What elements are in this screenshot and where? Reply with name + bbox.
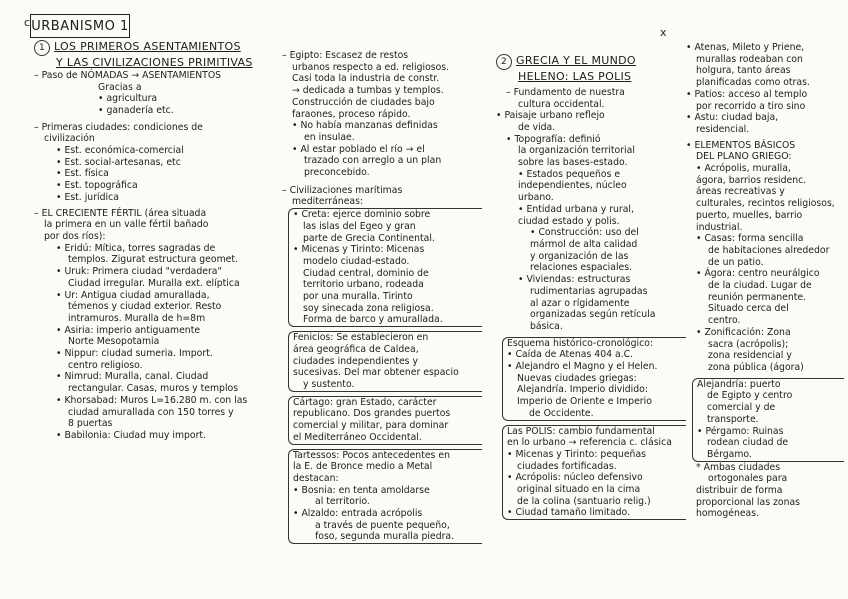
note-line: – Fundamento de nuestra: [506, 86, 625, 98]
note-line: y sustento.: [303, 378, 355, 390]
note-line: en insulae.: [304, 131, 355, 143]
note-line: • Ur: Antigua ciudad amurallada,: [56, 289, 210, 301]
note-line: • Est. física: [56, 168, 109, 180]
esquema-bracket: [502, 337, 686, 421]
note-line: • Astu: ciudad baja,: [686, 112, 779, 124]
note-line: al territorio.: [315, 496, 370, 508]
note-line: zona residencial y: [708, 350, 792, 362]
note-line: Ciudad central, dominio de: [303, 267, 429, 279]
note-line: áreas recreativas y: [696, 186, 785, 198]
note-line: intramuros. Muralla de h=8m: [68, 312, 206, 324]
note-line: – Egipto: Escasez de restos: [282, 50, 409, 61]
note-line: Fenicios: Se establecieron en: [293, 332, 429, 344]
note-line: – Civilizaciones marítimas: [282, 184, 403, 196]
note-line: de un patio.: [708, 256, 764, 268]
note-line: → dedicada a tumbas y templos.: [292, 85, 444, 97]
note-line: Situado cerca del: [708, 303, 789, 315]
column-4: [686, 42, 844, 520]
note-line: republicano. Dos grandes puertos: [293, 408, 451, 420]
note-line: de Egipto y centro: [707, 390, 793, 402]
note-line: distribuir de forma: [696, 485, 783, 497]
note-line: • Alzaldo: entrada acrópolis: [293, 508, 423, 520]
note-line: Norte Mesopotamia: [68, 336, 160, 348]
note-line: • Khorsabad: Muros L=16.280 m. con las: [56, 394, 248, 406]
note-line: mármol de alta calidad: [530, 239, 638, 250]
note-line: Alejandría: puerto: [697, 378, 781, 390]
section-title-line-2: HELENO: LAS POLIS: [518, 70, 632, 83]
note-line: – EL CRECIENTE FÉRTIL (área situada: [34, 207, 207, 219]
note-line: área geográfica de Caldea,: [293, 343, 419, 355]
note-line: la organización territorial: [518, 145, 635, 157]
note-line: – Primeras ciudades: condiciones de: [34, 121, 203, 133]
note-line: • Caída de Atenas 404 a.C.: [507, 349, 634, 361]
note-line: • Babilonia: Ciudad muy import.: [56, 429, 207, 441]
note-line: • Ágora: centro neurálgico: [696, 268, 820, 280]
note-line: faraones, proceso rápido.: [292, 108, 411, 120]
note-line: por dos ríos):: [44, 231, 106, 242]
note-line: ágora, barrios residenc.: [696, 174, 807, 186]
note-line: el Mediterráneo Occidental.: [293, 431, 422, 443]
cartago-bracket: [288, 396, 482, 445]
note-line: básica.: [530, 320, 563, 332]
page-top-mark: x: [660, 26, 667, 39]
note-line: mediterráneas:: [292, 196, 364, 208]
note-line: • Al estar poblado el río → el: [292, 143, 425, 155]
note-line: • Ciudad tamaño limitado.: [507, 507, 631, 519]
note-line: Tartessos: Pocos antecedentes en: [293, 449, 450, 461]
note-line: témenos y ciudad exterior. Resto: [68, 301, 222, 313]
note-line: de la colina (santuario relig.): [517, 495, 651, 507]
note-line: cultura occidental.: [518, 98, 605, 110]
note-line: • Alejandro el Magno y el Helen.: [507, 361, 658, 373]
note-line: • Creta: ejerce dominio sobre: [293, 209, 431, 221]
column-3: [496, 54, 686, 520]
note-line: • Est. topográfica: [56, 180, 138, 192]
note-line: sobre las bases-estado.: [518, 157, 628, 169]
note-line: • Nimrud: Muralla, canal. Ciudad: [56, 371, 209, 383]
note-line: ciudades fortificadas.: [517, 460, 617, 472]
note-line: Las POLIS: cambio fundamental: [507, 425, 655, 437]
note-line: rudimentarias agrupadas: [530, 285, 648, 297]
note-line: Esquema histórico-cronológico:: [507, 337, 654, 349]
section-number-2: 2: [496, 54, 512, 70]
note-line: ortogonales para: [708, 473, 788, 485]
note-line: • Acrópolis, muralla,: [696, 163, 791, 175]
note-line: ciudad amurallada con 150 torres y: [68, 406, 234, 418]
note-line: • Micenas y Tirinto: Micenas: [293, 244, 425, 256]
note-line: • Patios: acceso al templo: [686, 88, 808, 100]
note-line: • Bosnia: en tenta amoldarse: [293, 484, 430, 496]
polis-bracket: [502, 425, 686, 521]
note-line: holgura, tanto áreas: [696, 65, 791, 77]
section-title: GRECIA Y EL MUNDO: [516, 54, 636, 67]
note-line: – Paso de NÓMADAS → ASENTAMIENTOS: [34, 69, 222, 81]
note-line: • Entidad urbana y rural,: [518, 203, 634, 215]
note-line: y organización de las: [530, 250, 629, 262]
note-line: a través de puente pequeño,: [315, 519, 450, 531]
page-corner-mark: c: [24, 16, 31, 29]
note-line: Ciudad irregular. Muralla ext. elíptica: [68, 277, 240, 289]
column-1: [34, 40, 274, 442]
note-line: industrial.: [696, 221, 743, 233]
note-line: • Est. jurídica: [56, 191, 119, 203]
page-title: URBANISMO 1: [30, 14, 130, 38]
alejandria-bracket: [692, 378, 844, 462]
note-line: • Pérgamo: Ruinas: [697, 425, 784, 437]
note-line: reunión permanente.: [708, 291, 807, 303]
note-line: • Asiria: imperio antiguamente: [56, 324, 201, 336]
note-line: puerto, muelles, barrio: [696, 209, 803, 221]
section-title-line-2: Y LAS CIVILIZACIONES PRIMITIVAS: [56, 56, 253, 69]
note-line: Imperio de Oriente e Imperio: [517, 396, 652, 408]
note-line: organizadas según retícula: [530, 309, 656, 321]
note-line: parte de Grecia Continental.: [303, 232, 435, 244]
note-line: • ELEMENTOS BÁSICOS: [686, 139, 796, 151]
note-line: centro.: [708, 315, 741, 327]
note-line: al azar o rígidamente: [530, 297, 630, 309]
note-line: proporcional las zonas: [696, 496, 801, 508]
column-2: [282, 50, 482, 544]
note-line: sacra (acrópolis);: [708, 338, 789, 350]
note-line: Casi toda la industria de constr.: [292, 73, 440, 85]
note-line: 8 puertas: [68, 418, 113, 430]
note-line: • Viviendas: estructuras: [518, 274, 631, 286]
note-line: preconcebido.: [304, 167, 370, 179]
note-line: • Micenas y Tirinto: pequeñas: [507, 448, 646, 460]
note-line: las islas del Egeo y gran: [303, 220, 416, 232]
note-line: • Casas: forma sencilla: [696, 233, 804, 245]
note-line: • Zonificación: Zona: [696, 326, 791, 338]
note-line: Nuevas ciudades griegas:: [517, 372, 637, 384]
note-line: Gracias a: [98, 81, 142, 93]
note-line: templos. Zigurat estructura geomet.: [68, 254, 238, 266]
note-line: • Atenas, Mileto y Priene,: [686, 42, 805, 53]
note-line: destacan:: [293, 472, 339, 484]
note-line: • Estados pequeños e: [518, 168, 621, 180]
note-line: murallas rodeaban con: [696, 53, 803, 65]
note-line: • Construcción: uso del: [530, 227, 639, 239]
note-line: por recorrido a tiro sino: [696, 100, 806, 112]
note-line: rectangular. Casas, muros y templos: [68, 383, 239, 395]
section-number-1: 1: [34, 40, 50, 56]
note-line: • Est. social-artesanas, etc: [56, 156, 181, 168]
note-line: homogéneas.: [696, 508, 760, 520]
note-line: relaciones espaciales.: [530, 262, 633, 274]
note-line: de la ciudad. Lugar de: [708, 280, 812, 292]
note-line: comercial y de: [707, 402, 776, 414]
note-line: Bérgamo.: [707, 448, 752, 460]
note-line: ciudades independientes y: [293, 355, 418, 367]
note-line: trazado con arreglo a un plan: [304, 155, 442, 167]
note-line: Forma de barco y amurallada.: [303, 314, 443, 326]
note-line: residencial.: [696, 123, 750, 135]
note-line: soy sinecada zona religiosa.: [303, 302, 434, 314]
note-line: de vida.: [518, 121, 556, 133]
note-line: Cártago: gran Estado, carácter: [293, 396, 437, 408]
note-line: rodean ciudad de: [707, 437, 789, 449]
section-title: LOS PRIMEROS ASENTAMIENTOS: [54, 40, 241, 53]
note-line: • Nippur: ciudad sumeria. Import.: [56, 348, 213, 360]
note-line: • ganadería etc.: [98, 104, 174, 116]
note-line: de Occidente.: [529, 407, 594, 419]
note-line: la E. de Bronce medio a Metal: [293, 461, 433, 473]
fenicios-bracket: [288, 331, 482, 392]
note-line: • agricultura: [98, 93, 158, 105]
note-line: territorio urbano, rodeada: [303, 279, 424, 291]
tartessos-bracket: [288, 449, 482, 545]
note-line: original situado en la cima: [517, 484, 641, 496]
note-line: DEL PLANO GRIEGO:: [696, 151, 792, 163]
note-line: civilización: [44, 133, 95, 145]
note-line: planificadas como otras.: [696, 77, 810, 89]
note-line: • Acrópolis: núcleo defensivo: [507, 472, 643, 484]
note-line: en lo urbano → referencia c. clásica: [507, 437, 672, 449]
note-line: la primera en un valle fértil bañado: [44, 219, 209, 231]
note-line: Construcción de ciudades bajo: [292, 96, 435, 108]
note-line: * Ambas ciudades: [696, 461, 781, 473]
note-line: foso, segunda muralla piedra.: [315, 531, 455, 543]
note-line: centro religioso.: [68, 359, 143, 371]
note-line: Alejandría. Imperio dividido:: [517, 384, 648, 396]
note-line: comercial y militar, para dominar: [293, 420, 449, 432]
civilizations-bracket: [288, 208, 482, 327]
note-line: por una muralla. Tirinto: [303, 291, 413, 303]
note-line: • Eridú: Mítica, torres sagradas de: [56, 242, 216, 254]
note-line: urbano.: [518, 192, 554, 204]
note-line: • Paisaje urbano reflejo: [496, 110, 605, 122]
note-line: • Est. económica-comercial: [56, 145, 184, 157]
note-line: ciudad estado y polis.: [518, 215, 620, 227]
note-line: urbanos respecto a ed. religiosos.: [292, 61, 450, 73]
note-line: • Topografía: definió: [506, 133, 601, 145]
note-line: transporte.: [707, 413, 759, 425]
note-line: independientes, núcleo: [518, 180, 627, 192]
note-line: • Uruk: Primera ciudad "verdadera": [56, 266, 222, 278]
note-line: sucesivas. Del mar obtener espacio: [293, 367, 459, 379]
note-line: zona pública (ágora): [708, 361, 804, 373]
note-line: modelo ciudad-estado.: [303, 255, 410, 267]
note-line: culturales, recintos religiosos,: [696, 198, 835, 210]
note-line: de habitaciones alrededor: [708, 244, 830, 256]
note-line: • No había manzanas definidas: [292, 120, 438, 132]
